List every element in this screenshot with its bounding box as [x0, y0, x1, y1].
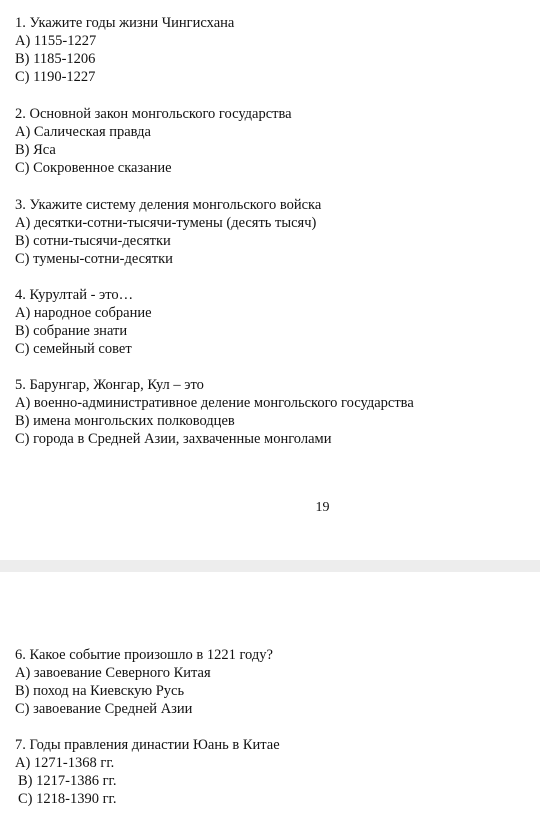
option-a: A) военно-административное деление монгольского государства — [15, 395, 414, 411]
option-c: C) семейный совет — [15, 341, 132, 357]
question-3 — [15, 196, 321, 268]
option-a: A) завоевание Северного Китая — [15, 665, 211, 681]
option-b: B) 1217-1386 гг. — [18, 773, 117, 789]
page-bottom — [0, 572, 540, 820]
option-b: B) имена монгольских полководцев — [15, 413, 235, 429]
option-a: A) 1271-1368 гг. — [15, 755, 115, 771]
question-5 — [15, 376, 414, 448]
option-c: C) Сокровенное сказание — [15, 160, 172, 176]
question-6 — [15, 646, 273, 718]
option-b: B) сотни-тысячи-десятки — [15, 233, 171, 249]
option-c: C) тумены-сотни-десятки — [15, 251, 173, 267]
option-a: A) 1155-1227 — [15, 33, 97, 49]
option-c: C) города в Средней Азии, захваченные монголами — [15, 431, 332, 447]
option-b: B) 1185-1206 — [15, 51, 96, 67]
question-7 — [15, 736, 280, 808]
question-4 — [15, 286, 152, 358]
option-b: B) Яса — [15, 142, 56, 158]
question-text: 4. Курултай - это… — [15, 287, 134, 303]
option-b: B) поход на Киевскую Русь — [15, 683, 185, 699]
question-text: 5. Барунгар, Жонгар, Кул – это — [15, 377, 204, 393]
option-a: A) десятки-сотни-тысячи-тумены (десять тысяч) — [15, 215, 317, 231]
page-separator — [0, 560, 540, 572]
question-1 — [15, 14, 234, 86]
option-a: A) Салическая правда — [15, 124, 151, 140]
option-c: C) 1190-1227 — [15, 69, 96, 85]
question-text: 7. Годы правления династии Юань в Китае — [15, 737, 280, 753]
page-number: 19 — [315, 500, 330, 515]
question-text: 6. Какое событие произошло в 1221 году? — [15, 647, 273, 663]
option-c: C) 1218-1390 гг. — [18, 791, 117, 807]
question-text: 3. Укажите систему деления монгольского войска — [15, 197, 322, 213]
question-2 — [15, 105, 292, 177]
question-text: 2. Основной закон монгольского государства — [15, 106, 292, 122]
option-a: A) народное собрание — [15, 305, 152, 321]
option-b: B) собрание знати — [15, 323, 128, 339]
option-c: C) завоевание Средней Азии — [15, 701, 193, 717]
question-text: 1. Укажите годы жизни Чингисхана — [15, 15, 235, 31]
